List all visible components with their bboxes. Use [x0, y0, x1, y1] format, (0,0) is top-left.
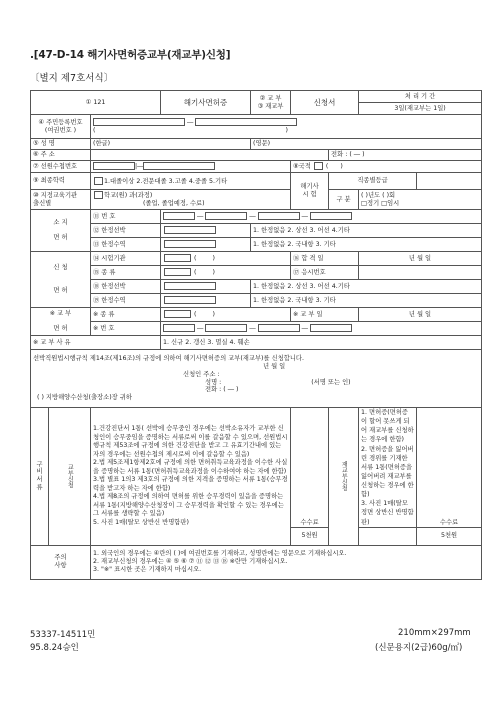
issue-docs-list: 1.건강진단서 1통( 선박에 승무중인 경우에는 선박소유자가 교부한 신청인이 승무중임을 증명하는 서류로써 이를 갈음할 수 있으며, 선원법시행규칙 제53조에 규정에 의한 건강진단을 받고 그 유효기간내에 있는 자의 경우에는 선원수첩의 제시로써 이에 갈음할 수 있음) 2.법 제5조제1항제2호에 규정에 의한 면허취득교육과정을 이수한 사실을 증명하는 서류 1통(면허취득교육과정을 이수하여야 하는 자에 한함) 3.법 별표 1의3 제3호의 규정에 의한 지격을 증명하는 서류 1통(승무경력을 받고자 하는 자에 한함) 4.법 제8조의 규정에 의하여 면허를 위한 승무경력이 있음을 증명하는 서류 1통(지방해양수산청장이 그 승무경력을 확인할 수 있는 경우에는 그 서류를 생략할 수 있음) 5. 사진 1매(탈모 상반신 반명함판) — [91, 408, 291, 546]
issued-license-label: ※ 교 부 면 허 — [31, 308, 91, 336]
application-form — [30, 90, 481, 580]
applicant-name[interactable]: 성명 : (서명 또는 인) — [205, 378, 351, 386]
nationality-field[interactable]: ⑧국적 ( ) — [291, 161, 482, 173]
footer-paper-size: 210mm×297mm — [398, 628, 471, 638]
processing-period-value: 3일(재교부는 1일) — [359, 103, 482, 115]
school-field[interactable]: 학교(원) 과(과정) (졸업, 졸업예정, 수료) — [91, 190, 291, 210]
issue-docs-column-label: 교부신청 — [49, 408, 91, 546]
held-water-limit-label: ⑬ 한정수역 — [91, 238, 161, 252]
reissue-fee-label: 수수료 — [417, 408, 482, 528]
pass-date-label: ⑯ 합 격 일 — [291, 252, 359, 266]
reissue-docs-list: 1. 면허증(면허증이 할어 못쓰게 되어 재교부를 신청하는 경우에 한함) 2. 면허증을 잃어버린 경위를 기재한 서류 1통(면허증을 잃어버려 재교부를 신청하는 경우에 한함) 3. 사진 1매(탈모 정면 상반신 반명함판) — [359, 408, 417, 528]
address-field[interactable] — [91, 150, 329, 161]
held-no-label: ⑪ 번 호 — [91, 210, 161, 224]
pass-date-field[interactable]: 년 월 일 — [359, 252, 482, 266]
applicant-address[interactable]: 신청인 주소 : — [183, 370, 220, 378]
form-table — [30, 90, 482, 580]
issue-reason-options: 1. 신규 2. 갱신 3. 멸실 4. 훼손 — [161, 336, 482, 350]
held-license-label: 소 지 면 허 — [31, 210, 91, 252]
apply-water-limit-box[interactable] — [161, 294, 251, 308]
education-label: ⑨ 최종학력 — [31, 173, 91, 190]
held-vessel-limit-box[interactable] — [161, 224, 251, 238]
reissue-fee-value: 5천원 — [417, 527, 482, 545]
exam-org-label: ⑭ 시험기관 — [91, 252, 161, 266]
apply-water-limit-options[interactable]: 1. 한정없음 2. 국내항 3. 기타 — [251, 294, 482, 308]
form-name-suffix: 신청서 — [291, 91, 359, 115]
grade-field[interactable] — [417, 173, 482, 190]
applied-license-label: 신 청 면 허 — [31, 252, 91, 308]
nationality-label: ⑧국적 — [293, 163, 311, 171]
issue-fee-value: 5천원 — [291, 527, 329, 545]
phone-field[interactable]: 전화 : ( ― ) — [329, 150, 482, 161]
address-label: ⑥ 주 소 — [31, 150, 91, 161]
held-water-limit-box[interactable] — [161, 238, 251, 252]
issue-reason-label: ※ 교 부 사 유 — [31, 336, 161, 350]
issue-date-label: ※ 교 부 일 — [291, 308, 359, 322]
education-field[interactable]: 1.대졸이상 2.전문대졸 3.고졸 4.중졸 5.기타 — [91, 173, 291, 190]
exam-no-label: ⑰ 응시번호 — [291, 266, 359, 280]
id-number-field[interactable]: ― ( ) — [91, 115, 482, 139]
issued-no-field: ― ― ― — [161, 322, 482, 336]
declaration-block — [31, 350, 482, 408]
apply-vessel-limit-box[interactable] — [161, 280, 251, 294]
category-label: 구 분 — [329, 190, 359, 210]
seaman-book-label: ⑦ 선원수첩번호 — [31, 161, 91, 173]
name-label: ⑤ 성 명 — [31, 139, 91, 150]
issued-type-label: ※ 종 류 — [91, 308, 161, 322]
held-no-field[interactable]: ― ― ― — [161, 210, 482, 224]
document-title: .[47-D-14 해기사면허증교부(재교부)신청] — [30, 49, 231, 61]
issue-fee-label: 수수료 — [291, 408, 329, 528]
exam-no-field[interactable] — [359, 266, 482, 280]
category-field[interactable]: ( )년도 ( )회 □정기 □임시 — [359, 190, 482, 210]
declaration-date: 년 월 일 — [263, 362, 286, 370]
school-label: ⑩ 지정교육기관 출신별 — [31, 190, 91, 210]
name-korean-field[interactable]: (한글) — [91, 139, 251, 150]
license-type-label: ⑮ 종 류 — [91, 266, 161, 280]
required-documents-label: 구 비 서 류 — [31, 408, 49, 546]
footer-paper-spec: (신문용지(2급)60g/㎡) — [375, 643, 463, 653]
issue-date-field: 년 월 일 — [359, 308, 482, 322]
addressee: ( ) 지방해양수산청(출장소)장 귀하 — [37, 394, 132, 402]
form-number-label: 〔별지 제7호서식〕 — [30, 73, 114, 84]
issue-reissue-option: ② 교 부 ③ 재교부 — [251, 91, 291, 115]
held-vessel-limit-options[interactable]: 1. 한정없음 2. 상선 3. 어선 4.기타 — [251, 224, 482, 238]
form-name: 해기사면허증 — [161, 91, 251, 115]
reissue-blank-cell — [359, 527, 417, 545]
id-number-label: ④ 주민등록번호 (여권번호 ) — [31, 115, 91, 139]
apply-vessel-limit-options[interactable]: 1. 한정없음 2. 상선 3. 어선 4.기타 — [251, 280, 482, 294]
license-type-field[interactable]: ( ) — [161, 266, 291, 280]
reissue-docs-column-label: 재교부신청 — [329, 408, 359, 546]
declaration-text: 선박직원법시행규칙 제14조(제16조)의 규정에 의하여 해기사면허증의 교부(재교부)를 신청합니다. — [33, 354, 305, 362]
seaman-book-field[interactable]: |― — [91, 161, 291, 173]
notes-label: 주의 사항 — [31, 545, 91, 579]
held-vessel-limit-label: ⑫ 한정선박 — [91, 224, 161, 238]
processing-period-label: 처 리 기 간 — [359, 91, 482, 103]
grade-label: 직종별등급 — [329, 173, 417, 190]
issued-type-field: ( ) — [161, 308, 291, 322]
held-water-limit-options[interactable]: 1. 한정없음 2. 국내항 3. 기타 — [251, 238, 482, 252]
form-no-cell: ① 121 — [31, 91, 161, 115]
footer-approval-date: 95.8.24승인 — [30, 643, 79, 653]
applicant-phone[interactable]: 전화 : ( ― ) — [205, 386, 239, 394]
apply-water-limit-label: ⑲ 한정수역 — [91, 294, 161, 308]
exam-label: 해기사 시 험 — [291, 173, 329, 210]
footer-form-code: 53337-14511민 — [30, 630, 96, 640]
exam-org-field[interactable]: ( ) — [161, 252, 291, 266]
apply-vessel-limit-label: ⑱ 한정선박 — [91, 280, 161, 294]
notes-text: 1. 외국인의 경우에는 ④란의 ( )에 여권번호를 기재하고, 성명란에는 영문으로 기재하십시오. 2. 재교부신청의 경우에는 ④ ⑤ ⑥ ⑦ ⑪ ⑫ ⑬ ⑱ ※란만 기재하십시오. 3. "※" 표시한 곳은 기재하지 마십시오. — [91, 545, 482, 579]
issued-no-label: ※ 번 호 — [91, 322, 161, 336]
name-english-field[interactable]: (영문) — [251, 139, 482, 150]
